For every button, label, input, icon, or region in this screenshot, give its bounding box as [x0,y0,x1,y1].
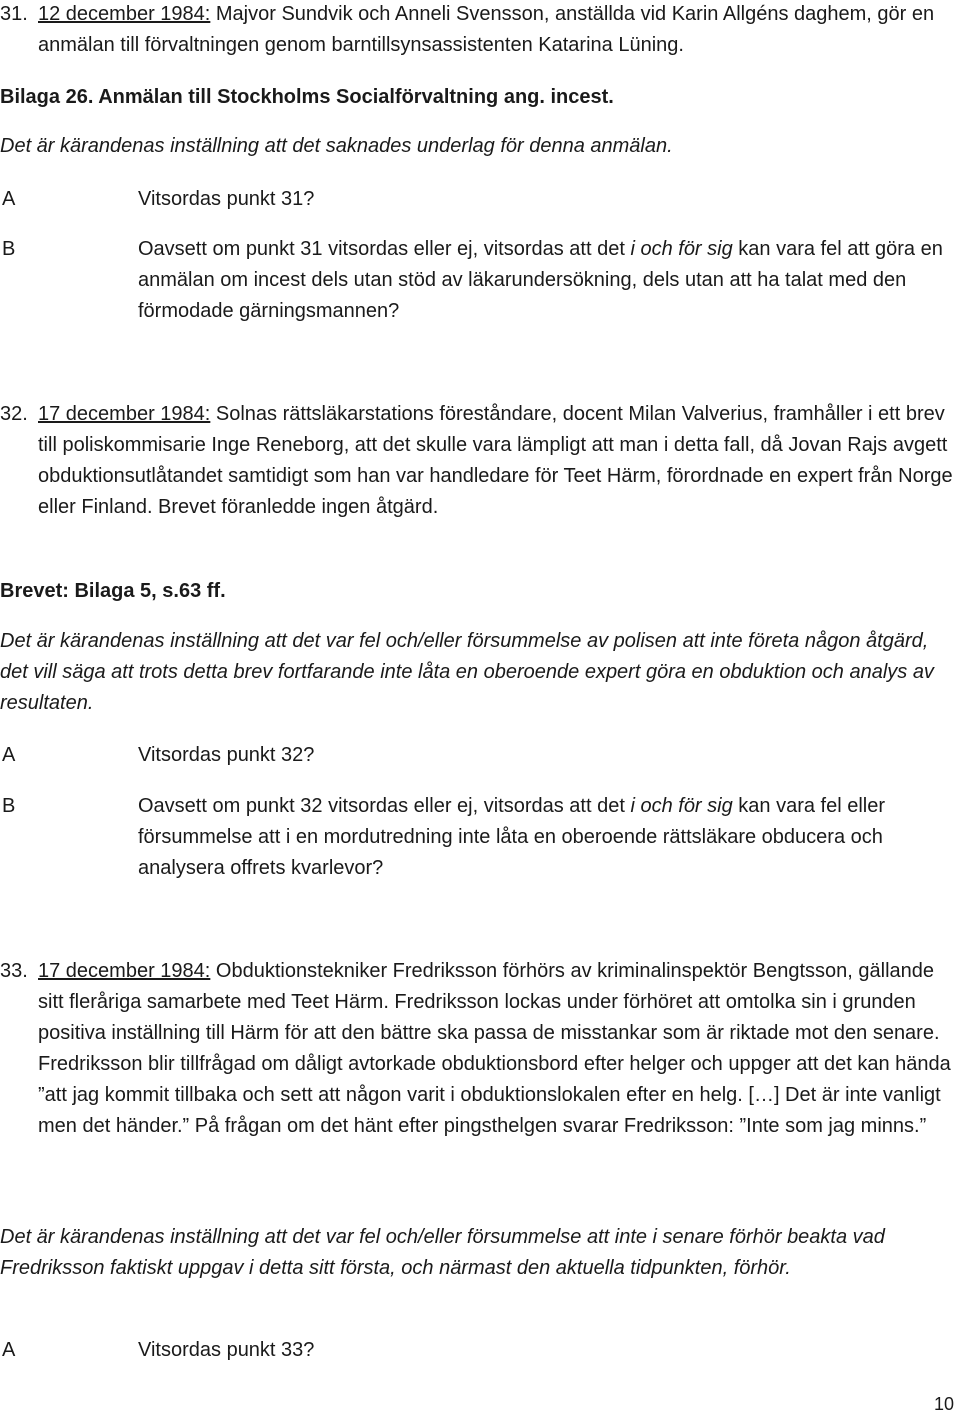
item-text: Obduktionstekniker Fredriksson förhörs av kriminalinspektör Bengtsson, gällande sitt fleråriga samarbete med Teet Härm. Fredriksson lockas under förhöret att omtolka sin i grunden positiva inställning till Härm för att den bättre ska passa de misstankar som är riktade mot den senare. Fredriksson blir tillfrågad om dåligt avtorkade obduktionsbord efter helger och uppger att det kan hända ”att jag kommit tillbaka och sett att någon varit i obduktionslokalen efter en helg. […] Det är inte vanligt men det händer.” På frågan om det hänt efter pingsthelgen svarar Fredriksson: ”Inte som jag minns.” [38,960,951,1137]
question-text: Vitsordas punkt 32? [138,744,315,766]
plaintiff-position: Det är kärandenas inställning att det saknades underlag för denna anmälan. [0,135,673,157]
question-text-part: kan vara fel att göra en anmälan om incest dels utan stöd av läkarundersökning, dels utan att ha talat med den förmodade gärningsmannen? [138,238,943,322]
position-text: Det är kärandenas inställning att det var fel och/eller försummelse av polisen att inte företa [0,630,805,652]
item-text: Majvor Sundvik och Anneli Svensson, anställda vid Karin Allgéns daghem, gör en anmälan till förvaltningen genom barntillsynsassistenten Katarina Lüning. [38,3,935,56]
question-emphasis: i och för sig [630,795,733,817]
question-text [138,234,960,327]
item-body [38,399,960,523]
attachment-reference: Bilaga 26. Anmälan till Stockholms Socialförvaltning ang. incest. [0,86,614,108]
item-date: 17 december 1984: [38,403,211,425]
question-emphasis: i och för sig [630,238,733,260]
item-body [38,956,960,1142]
question-letter: A [2,744,16,766]
question-text: Vitsordas punkt 31? [138,188,315,210]
position-text: Det är kärandenas inställning att det var fel och/eller försummelse att inte i senare förhör [0,1226,788,1248]
question-letter: A [2,188,16,210]
question-b [0,234,960,327]
page-number: 10 [933,1394,954,1414]
question-letter: B [2,795,16,817]
question-letter: A [2,1339,16,1361]
item-number: 31. [0,3,28,25]
question-text-part: kan vara fel eller försummelse att i en mordutredning inte låta en oberoende rättsläkare obducera och analysera offrets kvarlevor? [138,795,886,879]
item-31 [0,0,960,61]
question-text-part: Oavsett om punkt 31 vitsordas eller ej, vitsordas att det [138,238,631,260]
question-text-part: Oavsett om punkt 32 vitsordas eller ej, vitsordas att det [138,795,631,817]
item-date: 17 december 1984: [38,960,211,982]
question-a [0,184,960,215]
question-a [0,1335,960,1366]
item-text: Solnas rättsläkarstations föreståndare, docent Milan Valverius, framhåller i ett brev till poliskommisarie Inge Reneborg, att det skulle vara lämpligt att man i detta fall, då Jovan Rajs avgett obduktionsutlåtandet samtidigt som han var handledare för Teet Härm, förordnade en expert från Norge eller Finland. Brevet föranledde ingen åtgärd. [38,403,953,518]
question-b [0,791,960,884]
attachment-reference: Brevet: Bilaga 5, s.63 ff. [0,580,226,602]
item-33 [0,956,960,1142]
position-text-italic: någon åtgärd, det vill säga att trots detta brev fortfarande inte låta en oberoende expert göra en obduktion och analys av resultaten. [0,630,934,714]
plaintiff-position [0,1222,960,1284]
item-body [38,0,960,61]
plaintiff-position [0,626,960,719]
item-number: 33. [0,960,28,982]
item-number: 32. [0,403,28,425]
item-date: 12 december 1984: [38,3,211,25]
position-text-continued: beakta vad Fredriksson faktiskt uppgav i detta sitt första, och närmast den aktuella tidpunkten, förhör. [0,1226,885,1279]
question-text: Vitsordas punkt 33? [138,1339,315,1361]
question-text [138,791,960,884]
question-letter: B [2,238,16,260]
item-32 [0,399,960,523]
question-a [0,740,960,771]
